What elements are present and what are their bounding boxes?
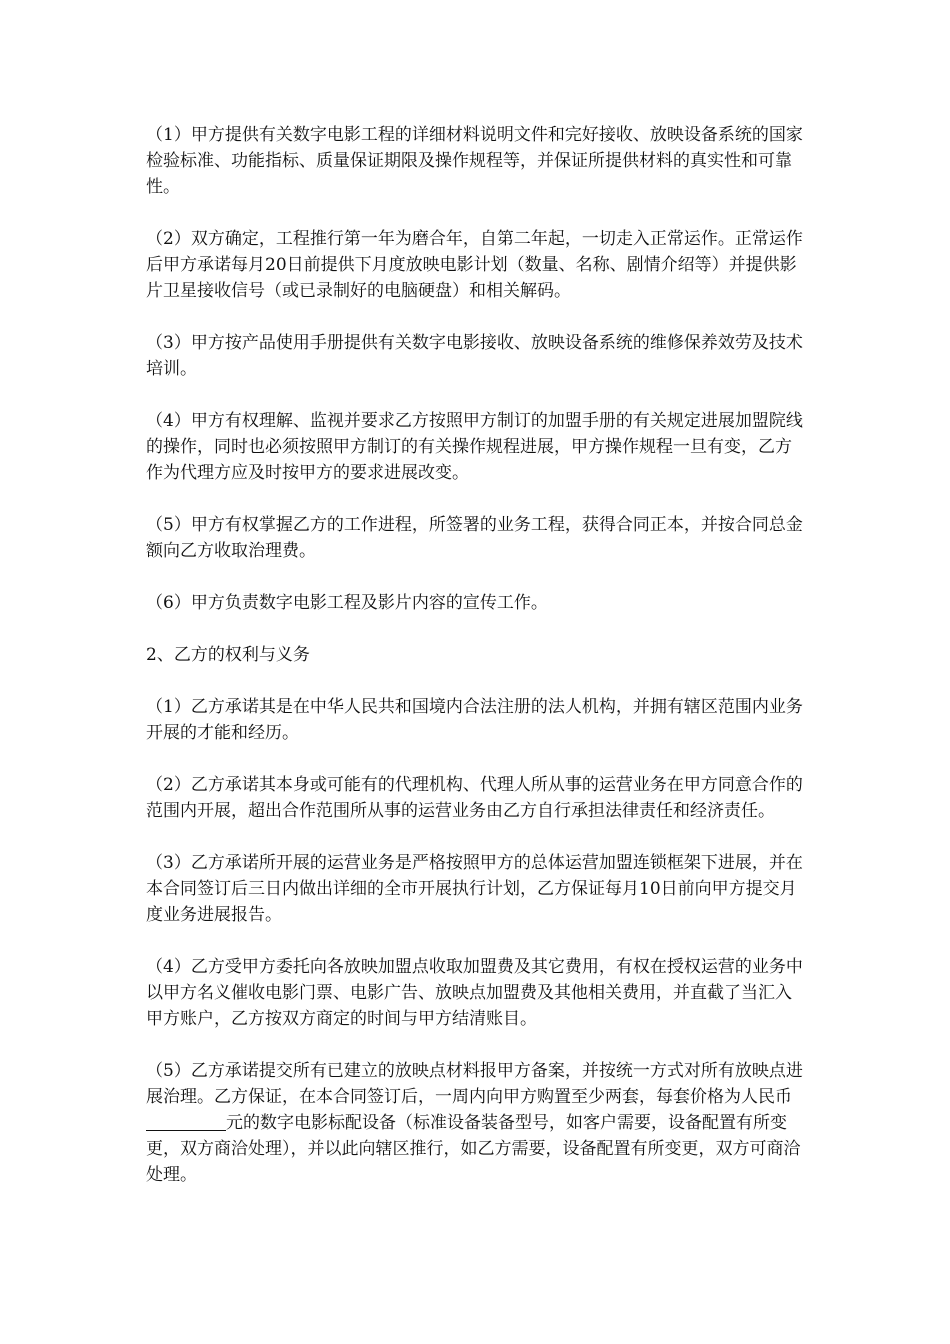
paragraph-b5-before: （5）乙方承诺提交所有已建立的放映点材料报甲方备案，并按统一方式对所有放映点进展治理。乙方保证，在本合同签订后，一周内向甲方购置至少两套，每套价格为人民币 [146, 1061, 803, 1107]
paragraph-party-a-1: （1）甲方提供有关数字电影工程的详细材料说明文件和完好接收、放映设备系统的国家检验标准、功能指标、质量保证期限及操作规程等，并保证所提供材料的真实性和可靠性。 [146, 125, 803, 197]
paragraph-party-a-5: （5）甲方有权掌握乙方的工作进程，所签署的业务工程，获得合同正本，并按合同总金额向乙方收取治理费。 [146, 515, 803, 561]
paragraph-party-a-4: （4）甲方有权理解、监视并要求乙方按照甲方制订的加盟手册的有关规定进展加盟院线的操作，同时也必须按照甲方制订的有关操作规程进展，甲方操作规程一旦有变，乙方作为代理方应及时按甲方的要求进展改变。 [146, 411, 803, 483]
paragraph-party-a-3: （3）甲方按产品使用手册提供有关数字电影接收、放映设备系统的维修保养效劳及技术培训。 [146, 333, 803, 379]
paragraph-party-b-4: （4）乙方受甲方委托向各放映加盟点收取加盟费及其它费用，有权在授权运营的业务中以甲方名义催收电影门票、电影广告、放映点加盟费及其他相关费用，并直截了当汇入甲方账户，乙方按双方商定的时间与甲方结清账目。 [146, 957, 803, 1029]
paragraph-party-a-6: （6）甲方负责数字电影工程及影片内容的宣传工作。 [146, 593, 548, 613]
paragraph-party-b-5 [146, 1058, 806, 1188]
price-blank-line [146, 1112, 226, 1131]
paragraph-party-b-3: （3）乙方承诺所开展的运营业务是严格按照甲方的总体运营加盟连锁框架下进展，并在本合同签订后三日内做出详细的全市开展执行计划，乙方保证每月10日前向甲方提交月度业务进展报告。 [146, 853, 803, 925]
paragraph-b5-after: 元的数字电影标配设备（标准设备装备型号，如客户需要，设备配置有所变更，双方商洽处理），并以此向辖区推行，如乙方需要，设备配置有所变更，双方可商洽处理。 [146, 1113, 801, 1185]
paragraph-party-a-2: （2）双方确定，工程推行第一年为磨合年，自第二年起，一切走入正常运作。正常运作后甲方承诺每月20日前提供下月度放映电影计划（数量、名称、剧情介绍等）并提供影片卫星接收信号（或已录制好的电脑硬盘）和相关解码。 [146, 229, 803, 301]
document-body [146, 122, 806, 1214]
paragraph-party-b-1: （1）乙方承诺其是在中华人民共和国境内合法注册的法人机构，并拥有辖区范围内业务开展的才能和经历。 [146, 697, 803, 743]
section-heading: 2、乙方的权利与义务 [146, 645, 310, 665]
paragraph-party-b-2: （2）乙方承诺其本身或可能有的代理机构、代理人所从事的运营业务在甲方同意合作的范围内开展，超出合作范围所从事的运营业务由乙方自行承担法律责任和经济责任。 [146, 775, 803, 821]
